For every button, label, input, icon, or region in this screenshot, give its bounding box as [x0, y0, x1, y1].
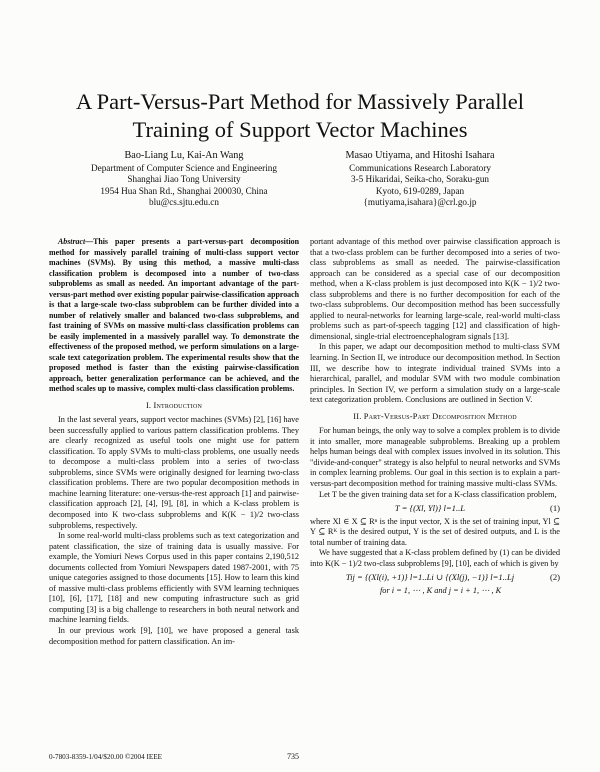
- author-email: blu@cs.sjtu.edu.cn: [149, 197, 219, 208]
- author-address-line-1: 3-5 Hikaridai, Seika-cho, Soraku-gun: [350, 174, 490, 185]
- intro-paragraph-1: In the last several years, support vector machines (SVMs) [2], [16] have been successfully applied to various pattern classification problems. They are clearly recognized as useful tools one might use for pattern classification. To apply SVMs to multi-class problems, one usually needs to decompose a multi-class problem into a series of two-class subproblems, since SVMs were originally designed for learning two-class classification problems. There are two popular decomposition methods in machine learning literature: one-versus-the-rest approach [1] and pairwise-classification approach [2], [4], [9], [8], in which a K-class problem is decomposed into K two-class subproblems and K(K − 1)/2 two-class subproblems, respectively.: [49, 415, 299, 530]
- continued-paragraph: portant advantage of this method over pairwise classification approach is that a two-class problem can be further decomposed into a series of two-class subproblems as small as needed. The pairwise-classification approach can be considered as a special case of our decomposition method, when a K-class problem is just decomposed into K(K − 1)/2 two-class subproblems and there is no further decomposition for each of the two-class subproblems. Our decomposition method has been successfully applied to neural-networks for learning large-scale, real-world multi-class problems such as part-of-speech tagging [12] and classification of high-dimensional, single-trial electroencephalogram signals [13].: [310, 237, 560, 341]
- abstract: [49, 237, 299, 395]
- author-email: {mutiyama,isahara}@crl.go.jp: [363, 197, 477, 208]
- author-names: Bao-Liang Lu, Kai-An Wang: [124, 150, 244, 161]
- section-heading-introduction: I. Introduction: [145, 400, 203, 410]
- author-affiliation: Communications Research Laboratory: [349, 162, 491, 173]
- method-paragraph-4: We have suggested that a K-class problem defined by (1) can be divided into K(K − 1)/2 two-class subproblems [9], [10], each of which is given by: [310, 548, 560, 568]
- copyright-footer: 0-7803-8359-1/04/$20.00 ©2004 IEEE: [49, 753, 163, 761]
- author-block-left: [64, 150, 304, 209]
- section-heading-decomposition: II. Part-Versus-Part Decomposition Method: [353, 411, 517, 421]
- equation-1: [310, 503, 560, 514]
- paper-title: [40, 88, 560, 144]
- equation-2-condition: for i = 1, ⋯ , K and j = i + 1, ⋯ , K: [380, 585, 502, 595]
- equation-1-number: (1): [549, 503, 560, 514]
- author-address-line-2: Kyoto, 619-0289, Japan: [375, 185, 465, 196]
- intro-paragraph-2: In some real-world multi-class problems such as text categorization and patent classification, the size of training data is usually massive. For example, the Yomiuri News Corpus used in this paper contains 2,190,512 documents collected from Yomiuri Newspapers dated 1987-2001, with 75 unique categories assigned to those documents [15]. How to learn this kind of massive multi-class problems efficiently with SVM learning techniques [10], [6], [17], [18] and new computing infrastructure such as grid computing [3] is a big challenge to researchers in both neural network and machine learning fields.: [49, 531, 299, 625]
- right-column: [310, 237, 560, 597]
- author-block-right: [300, 150, 540, 209]
- author-address: 1954 Hua Shan Rd., Shanghai 200030, China: [100, 185, 268, 196]
- equation-2-number: (2): [549, 572, 560, 583]
- outline-paragraph: In this paper, we adapt our decomposition method to multi-class SVM learning. In Section II, we introduce our decomposition method. In Section III, we describe how to integrate individual trained SVMs into a hierarchical, parallel, and modular SVM with two module combination principles. In Section IV, we perform a simulation study on a large-scale text categorization problem. Conclusions are outlined in Section V.: [310, 342, 560, 405]
- abstract-text: —This paper presents a part-versus-part decomposition method for massively parallel training of multi-class support vector machines (SVMs). By using this method, a massive multi-class classification problem is decomposed into a number of two-class subproblems as small as needed. An important advantage of the part-versus-part method over existing popular pairwise-classification approach is that a large-scale two-class subproblem can be further divided into a number of relatively smaller and balanced two-class subproblems, and fast training of SVMs on massive multi-class classification problems can be easily implemented in a massively parallel way. To demonstrate the effectiveness of the proposed method, we perform simulations on a large-scale text categorization problem. The experimental results show that the proposed method is faster than the existing pairwise-classification approach, better generalization performance can be achieved, and the method scales up to massive, complex multi-class classification problems.: [49, 237, 299, 393]
- author-institution: Shanghai Jiao Tong University: [127, 174, 241, 185]
- author-names: Masao Utiyama, and Hitoshi Isahara: [345, 150, 495, 161]
- author-affiliation: Department of Computer Science and Engineering: [91, 162, 277, 173]
- title-line-2: Training of Support Vector Machines: [132, 117, 468, 142]
- page-number: 735: [287, 752, 299, 761]
- method-paragraph-2: Let T be the given training data set for a K-class classification problem,: [319, 489, 557, 499]
- abstract-label: Abstract: [58, 237, 86, 246]
- left-column: [49, 237, 299, 647]
- method-paragraph-1: For human beings, the only way to solve a complex problem is to divide it into smaller, more manageable subproblems. Breaking up a problem helps human beings deal with complex issues involved in its solution. This "divide-and-conquer" strategy is also helpful to neural networks and SVMs in complex learning problems. Our goal in this section is to explain a part-versus-part decomposition method for training massive multi-class SVMs.: [310, 426, 560, 489]
- title-line-1: A Part-Versus-Part Method for Massively Parallel: [75, 89, 525, 114]
- equation-2-body: Tij = {(Xl(i), +1)} l=1..Li ∪ {(Xl(j), −1)} l=1..Lj: [345, 572, 515, 583]
- equation-2: [310, 572, 560, 583]
- method-paragraph-3: where Xl ∈ X ⊆ Rⁿ is the input vector, X is the set of training input, Yl ⊆ Y ⊆ Rᴷ is the desired output, Y is the set of desired outputs, and L is the total number of training data.: [310, 516, 560, 547]
- equation-1-body: T = {(Xl, Yl)} l=1..L: [394, 503, 466, 514]
- intro-paragraph-3: In our previous work [9], [10], we have proposed a general task decomposition method for pattern classification. An im-: [49, 625, 299, 646]
